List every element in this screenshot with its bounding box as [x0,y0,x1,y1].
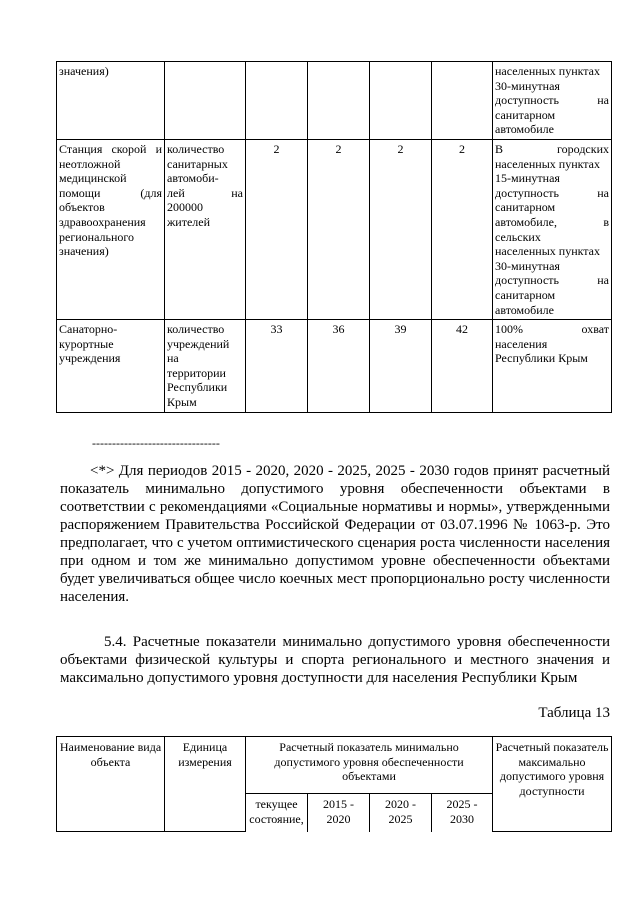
cell-line: населения [495,336,548,351]
cell-line: санитарном [495,200,556,215]
value-cell: 36 [308,320,370,413]
cell-line: санитарном [495,287,556,302]
cell-line: медицинской [59,171,127,186]
value-cell: 42 [432,320,493,413]
header-period-2025-2030: 2025 - 2030 [432,794,493,832]
cell-line: Республики Крым [495,351,588,366]
table-cell [165,320,246,413]
cell-line: здравоохранения [59,214,146,229]
header-period-2015-2020: 2015 - 2020 [308,794,370,832]
cell-line: доступность на [495,273,609,288]
cell-line: автомобиле [495,302,554,317]
cell-line: автомобиле [495,122,554,137]
cell-line: неотложной [59,156,121,171]
social-norms-table [56,61,612,413]
cell-line: Республики [167,380,228,395]
value-cell: 39 [370,320,432,413]
cell-line: Санаторно- [59,322,118,337]
value-cell: 2 [308,139,370,319]
cell-line: курортные [59,336,114,351]
cell-line: значения) [59,244,109,259]
table-row [57,139,612,319]
cell-line: учреждения [59,351,121,366]
table-cell [165,62,246,140]
header-min-level: Расчетный показатель минимально допустимого уровня обеспеченности объектами [246,737,493,794]
cell-line: 200000 [167,200,203,215]
section-heading: 5.4. Расчетные показатели минимально допустимого уровня обеспеченности объектами физической культуры и спорта регионального и местного значения и максимально допустимого уровня доступности для населения Республики Крым [60,634,610,686]
cell-line: 100% охват [495,322,609,337]
value-cell [432,62,493,140]
table-cell [493,139,612,319]
footnote-text: <*> Для периодов 2015 - 2020, 2020 - 2025, 2025 - 2030 годов принят расчетный показатель минимально допустимого уровня обеспеченности объектами в соответствии с рекомендациями «Социальные нормативы и нормы», утвержденными распоряжением Правительства Российской Федерации от 03.07.1996 № 1063-р. Это предполагает, что с учетом оптимистического сценария роста численности населения при одном и том же минимально допустимом уровне обеспеченности объектами будет увеличиваться общее число коечных мест пропорционально росту численности населения. [60,463,610,605]
cell-line: регионального [59,229,135,244]
cell-line: сельских [495,229,541,244]
cell-line: санитарных [167,156,228,171]
header-period-2020-2025: 2020 - 2025 [370,794,432,832]
cell-line: 15-минутная [495,171,560,186]
table-cell [57,139,165,319]
cell-line: лей на [167,185,243,200]
value-cell: 2 [370,139,432,319]
cell-line: на [167,351,179,366]
cell-line: населенных пунктах [495,64,600,78]
cell-line: значения) [59,64,109,78]
cell-line: количество [167,322,225,337]
value-cell: 2 [246,139,308,319]
cell-line: автомобиле, в [495,214,609,229]
cell-line: количество [167,141,225,156]
cell-line: Станция скорой и [59,141,162,156]
value-cell [308,62,370,140]
table-row [57,62,612,140]
table-cell [493,320,612,413]
table-cell [57,320,165,413]
value-cell [370,62,432,140]
cell-line: территории [167,365,226,380]
cell-line: населенных пунктах [495,156,600,171]
value-cell: 2 [432,139,493,319]
cell-line: помощи (для [59,185,162,200]
footnote-separator: -------------------------------- [92,436,220,450]
cell-line: автомоби- [167,171,219,186]
value-cell [246,62,308,140]
value-cell: 33 [246,320,308,413]
header-max-access: Расчетный показатель максимально допустимого уровня доступности [493,737,612,832]
sports-table-header [56,736,612,832]
cell-line: доступность на [495,185,609,200]
cell-line: объектов [59,200,105,215]
header-current: текущее состояние, [246,794,308,832]
table-cell [57,62,165,140]
cell-line: Крым [167,395,197,410]
table-cell [493,62,612,140]
table-caption: Таблица 13 [538,705,610,721]
cell-line: доступность на [495,93,609,108]
table-cell [165,139,246,319]
cell-line: учреждений [167,336,230,351]
cell-line: 30-минутная [495,258,560,273]
table-row [57,320,612,413]
cell-line: населенных пунктах [495,244,600,259]
cell-line: жителей [167,214,211,229]
header-unit: Единица измерения [165,737,246,832]
cell-line: 30-минутная [495,78,560,93]
cell-line: санитарном [495,107,556,122]
cell-line: В городских [495,141,609,156]
header-object-name: Наименование вида объекта [57,737,165,832]
